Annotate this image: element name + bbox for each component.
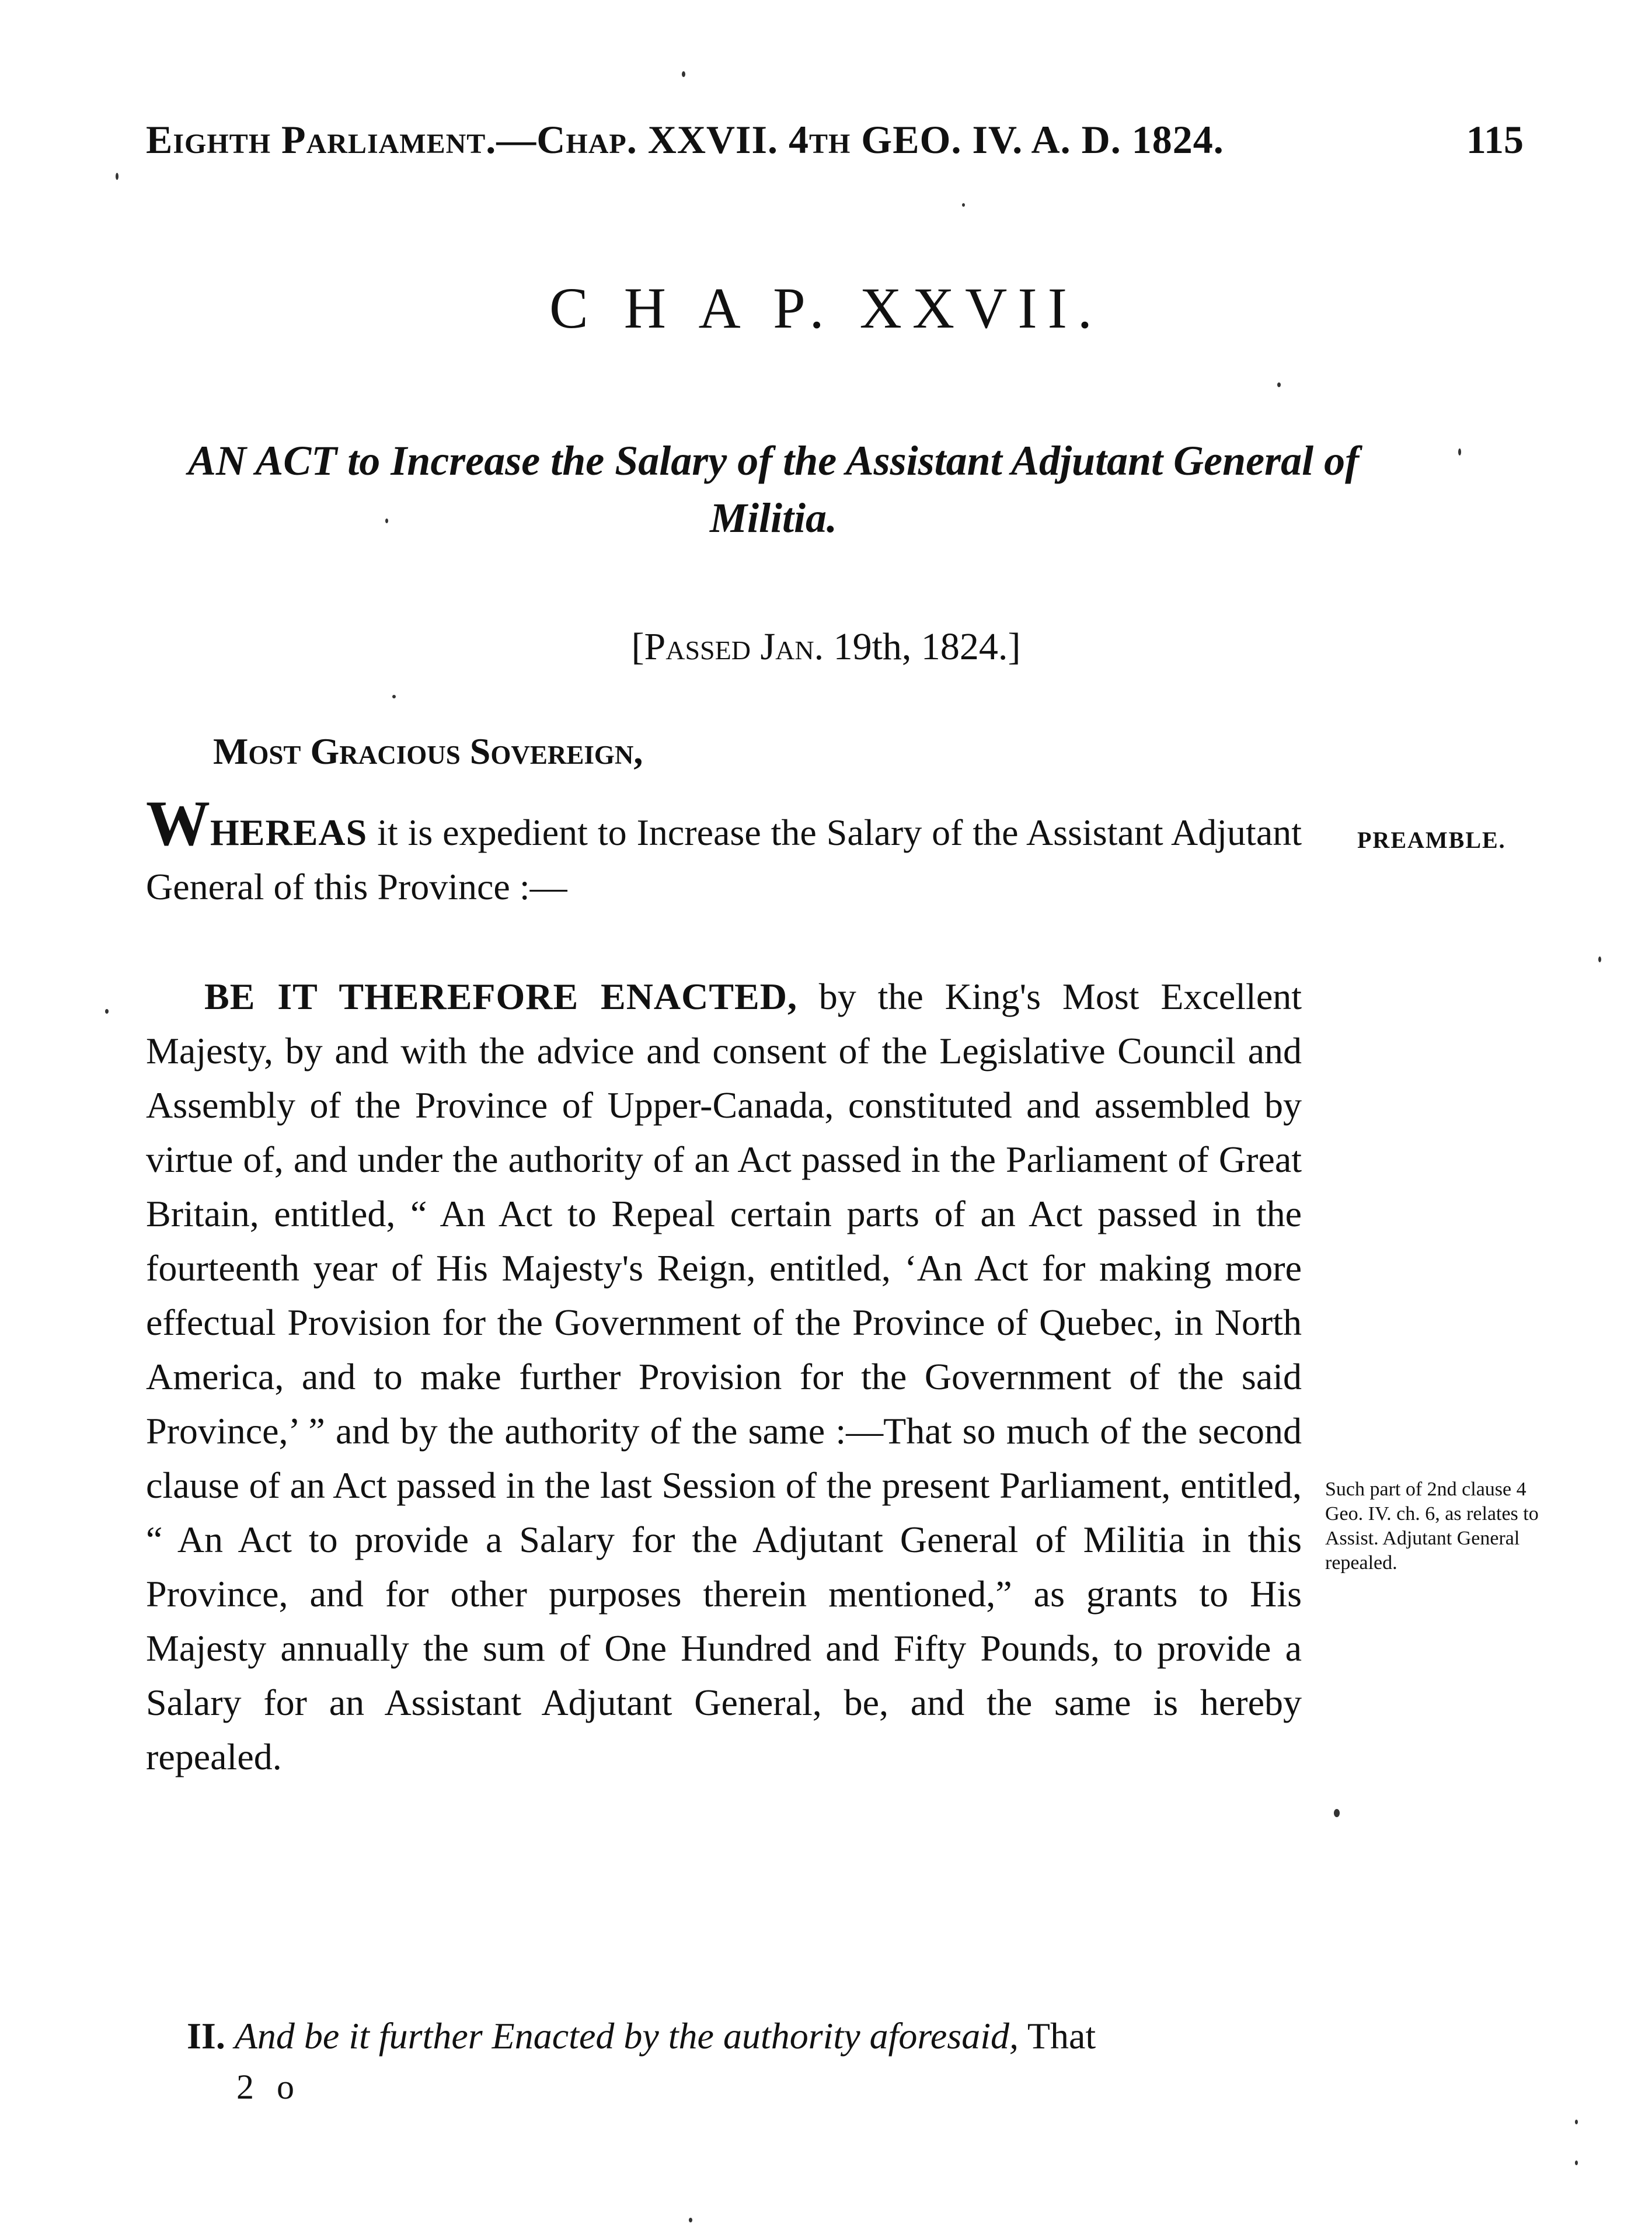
section-two-paragraph: [146, 2009, 1302, 2063]
scan-speck: [392, 695, 396, 698]
chapter-heading: C H A P. XXVII.: [549, 276, 1103, 340]
scan-speck: [105, 1009, 109, 1014]
enacting-lead: BE IT THEREFORE ENACTED,: [204, 976, 797, 1017]
scan-speck: [1458, 448, 1461, 455]
passed-date-line: [Passed Jan. 19th, 1824.]: [631, 625, 1021, 668]
scan-speck: [1575, 2120, 1578, 2124]
enacting-paragraph: [146, 969, 1302, 1784]
margin-note-preamble: PREAMBLE.: [1357, 827, 1506, 853]
preamble-text: it is expedient to Increase the Salary of the Assistant Adjutant General of this Province :—: [146, 812, 1302, 907]
preamble-lead-word: HEREAS: [210, 812, 368, 853]
act-title: AN ACT to Increase the Salary of the Assistant Adjutant General of Militia.: [187, 437, 1360, 541]
scan-speck: [1277, 382, 1281, 387]
salutation: Most Gracious Sovereign,: [213, 730, 643, 772]
scan-speck: [1575, 2161, 1578, 2165]
scan-speck: [689, 2218, 692, 2222]
scan-speck: [1598, 956, 1601, 962]
section-number: II.: [187, 2015, 225, 2057]
running-title: Eighth Parliament.—Chap. XXVII. 4th GEO. IV. A. D. 1824.: [146, 117, 1224, 162]
signature-mark: 2 o: [236, 2068, 301, 2106]
passed-date: 19th, 1824.: [833, 625, 1008, 668]
running-header: [146, 117, 1524, 169]
scan-speck: [1334, 1809, 1340, 1817]
page-number: 115: [1466, 117, 1524, 162]
scan-speck: [385, 519, 388, 523]
preamble-paragraph: [146, 788, 1302, 914]
section-two-text: That: [1019, 2015, 1096, 2057]
margin-note-repealed: Such part of 2nd clause 4 Geo. IV. ch. 6, as relates to Assist. Adjutant General repealed.: [1325, 1478, 1539, 1574]
enacting-text: by the King's Most Excellent Majesty, by and with the advice and consent of the Legislative Council and Assembly of the Province of Upper-Canada, constituted and assembled by virtue of, and under the authority of an Act passed in the Parliament of Great Britain, entitled, “ An Act to Repeal certain parts of an Act passed in the fourteenth year of His Majesty's Reign, entitled, ‘An Act for making more effectual Provision for the Government of the Province of Quebec, in North America, and to make further Provision for the Government of the said Province,’ ” and by the authority of the same :—That so much of the second clause of an Act passed in the last Session of the present Parliament, entitled, “ An Act to provide a Salary for the Adjutant General of Militia in this Province, and for other purposes therein mentioned,” as grants to His Majesty annually the sum of One Hundred and Fifty Pounds, to provide a Salary for an Assistant Adjutant General, be, and the same is hereby repealed.: [146, 976, 1302, 1777]
scan-speck: [962, 203, 965, 207]
section-two-italic: And be it further Enacted by the authority aforesaid,: [234, 2015, 1019, 2057]
passed-label: Passed Jan.: [644, 625, 824, 668]
scan-speck: [682, 71, 685, 77]
drop-cap: W: [146, 788, 210, 859]
scan-speck: [116, 173, 119, 180]
